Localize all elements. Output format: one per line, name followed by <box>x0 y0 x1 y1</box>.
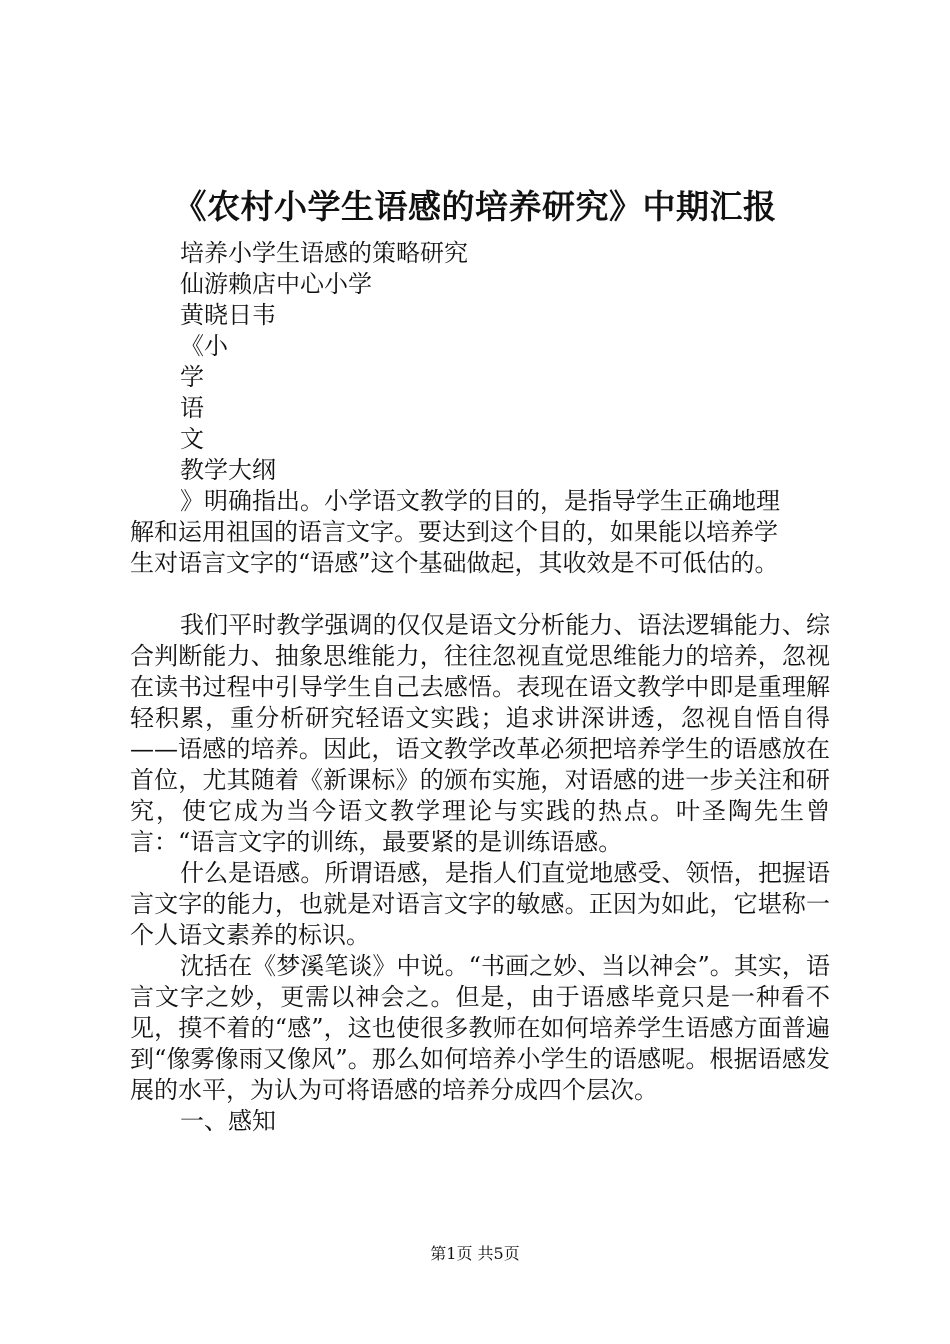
school-line: 仙游赖店中心小学 <box>180 270 372 298</box>
paragraph: 我们平时教学强调的仅仅是语文分析能力、语法逻辑能力、综合判断能力、抽象思维能力，往往忽视直觉思维能力的培养，忽视在读书过程中引导学生自己去感悟。表现在语文教学中即是重理解轻积累，重分析研究轻语文实践；追求讲深讲透，忽视自悟自得——语感的培养。因此，语文教学改革必须把培养学生的语感放在首位，尤其随着《新课标》的颁布实施，对语感的进一步关注和研究，使它成为当今语文教学理论与实践的热点。叶圣陶先生曾言：“语言文字的训练，最要紧的是训练语感。 <box>130 611 830 856</box>
subtitle-line: 培养小学生语感的策略研究 <box>180 239 468 267</box>
section-heading: 一、感知 <box>180 1107 276 1135</box>
author-line: 黄晓日韦 <box>180 301 276 329</box>
header-fragment: 《小 <box>180 332 228 360</box>
intro-line: 》明确指出。小学语文教学的目的，是指导学生正确地理 <box>180 487 780 515</box>
intro-line: 生对语言文字的“语感”这个基础做起，其收效是不可低估的。 <box>130 549 779 577</box>
intro-line: 解和运用祖国的语言文字。要达到这个目的，如果能以培养学 <box>130 518 778 546</box>
document-body <box>130 238 830 1137</box>
header-fragment: 教学大纲 <box>180 456 276 484</box>
page-footer: 第1页 共5页 <box>430 1244 520 1263</box>
header-fragment: 学 <box>180 363 204 391</box>
document-title: 《农村小学生语感的培养研究》中期汇报 <box>173 187 777 226</box>
header-fragment: 语 <box>180 394 204 422</box>
paragraph: 什么是语感。所谓语感，是指人们直觉地感受、领悟，把握语言文字的能力，也就是对语言文字的敏感。正因为如此，它堪称一个人语文素养的标识。 <box>130 859 830 949</box>
header-fragment: 文 <box>180 425 204 453</box>
paragraph: 沈括在《梦溪笔谈》中说。“书画之妙、当以神会”。其实，语言文字之妙，更需以神会之。但是，由于语感毕竟只是一种看不见，摸不着的“感”，这也使很多教师在如何培养学生语感方面普遍到“像雾像雨又像风”。那么如何培养小学生的语感呢。根据语感发展的水平，为认为可将语感的培养分成四个层次。 <box>130 952 830 1104</box>
